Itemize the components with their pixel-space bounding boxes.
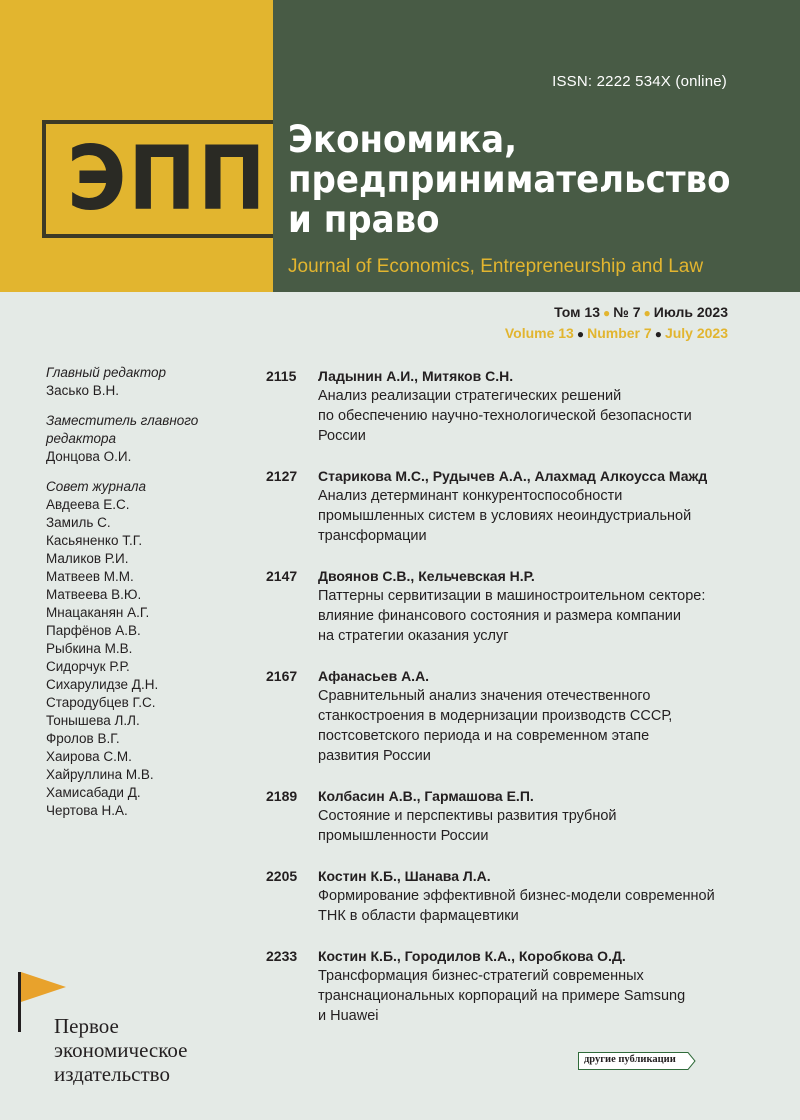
toc-authors: Ладынин А.И., Митяков С.Н. (318, 368, 514, 384)
council-role: Совет журнала (46, 479, 146, 494)
council-member: Фролов В.Г. (46, 731, 120, 746)
toc-authors: Старикова М.С., Рудычев А.А., Алахмад Алкоусса Мажд (318, 468, 708, 484)
council-member: Тонышева Л.Л. (46, 713, 140, 728)
council-list (46, 496, 246, 820)
toc-page-number: 2233 (266, 948, 298, 964)
toc-article-title: Трансформация бизнес-стратегий современных транснациональных корпораций на примере Samsung и Huawei (318, 968, 686, 1024)
toc-entry-body (318, 366, 746, 446)
toc-page-number: 2127 (266, 468, 298, 484)
deputy-block (46, 412, 246, 466)
toc-page-number: 2205 (266, 868, 298, 884)
council-member: Стародубцев Г.С. (46, 695, 156, 710)
council-member: Хайруллина М.В. (46, 767, 154, 782)
council-member: Матвеев М.М. (46, 569, 134, 584)
council-member: Авдеева Е.С. (46, 497, 130, 512)
toc-article-title: Анализ реализации стратегических решений по обеспечению научно-технологической безопасности России (318, 388, 692, 444)
issn-label: ISSN: 2222 534X (online) (552, 73, 727, 90)
separator-dot: ● (654, 327, 662, 341)
journal-subtitle: Journal of Economics, Entrepreneurship and Law (288, 256, 704, 277)
toc-page-number: 2147 (266, 568, 298, 584)
toc-article-title: Паттерны сервитизации в машиностроительном секторе: влияние финансового состояния и размера компании на стратегии оказания услуг (318, 588, 706, 644)
editor-role: Главный редактор (46, 365, 167, 380)
toc-article-title: Сравнительный анализ значения отечественного станкостроения в модернизации производств СССР, постсоветского периода и на современном этапе развития России (318, 688, 673, 764)
issue-volume: Том 13 (554, 304, 600, 320)
editorial-board (46, 364, 246, 832)
deputy-role: Заместитель главного редактора (46, 413, 199, 446)
toc-entry[interactable] (266, 866, 746, 926)
editor-block (46, 364, 246, 400)
council-member: Маликов Р.И. (46, 551, 129, 566)
council-member: Касьяненко Т.Г. (46, 533, 143, 548)
council-member: Замиль С. (46, 515, 111, 530)
toc-entry-body (318, 566, 746, 646)
journal-title: Экономика, предпринимательство и право (288, 118, 731, 241)
issue-info-en (505, 325, 728, 341)
toc-page-number: 2115 (266, 368, 297, 384)
other-publications-button[interactable] (578, 1052, 696, 1070)
table-of-contents (266, 366, 746, 1046)
toc-entry[interactable] (266, 366, 746, 446)
toc-entry-body (318, 866, 746, 926)
toc-authors: Афанасьев А.А. (318, 668, 430, 684)
issue-info-ru (554, 304, 728, 320)
council-member: Матвеева В.Ю. (46, 587, 142, 602)
deputy-name: Донцова О.И. (46, 449, 132, 464)
toc-page-number: 2167 (266, 668, 298, 684)
issue-number: Number 7 (587, 325, 652, 341)
council-member: Сидорчук Р.Р. (46, 659, 130, 674)
journal-logo: ЭПП (67, 127, 268, 230)
toc-entry-body (318, 946, 746, 1026)
separator-dot: ● (576, 327, 585, 341)
toc-entry-body (318, 466, 746, 546)
toc-authors: Костин К.Б., Шанава Л.А. (318, 868, 491, 884)
council-member: Хамисабади Д. (46, 785, 141, 800)
separator-dot: ● (602, 306, 611, 320)
toc-page-number: 2189 (266, 788, 298, 804)
issue-date: July 2023 (664, 325, 728, 341)
other-publications-label: другие публикации (584, 1054, 676, 1065)
issue-date: Июль 2023 (653, 304, 728, 320)
council-member: Сихарулидзе Д.Н. (46, 677, 159, 692)
separator-dot: ● (643, 306, 651, 320)
toc-authors: Колбасин А.В., Гармашова Е.П. (318, 788, 534, 804)
council-member: Чертова Н.А. (46, 803, 128, 818)
council-block (46, 478, 246, 820)
council-member: Хаирова С.М. (46, 749, 132, 764)
council-member: Парфёнов А.В. (46, 623, 141, 638)
toc-entry[interactable] (266, 946, 746, 1026)
toc-entry[interactable] (266, 666, 746, 766)
toc-entry-body (318, 666, 746, 766)
toc-entry[interactable] (266, 786, 746, 846)
toc-entry[interactable] (266, 566, 746, 646)
toc-entry[interactable] (266, 466, 746, 546)
council-member: Рыбкина М.В. (46, 641, 133, 656)
council-member: Мнацаканян А.Г. (46, 605, 150, 620)
toc-article-title: Анализ детерминант конкурентоспособности промышленных систем в условиях неоиндустриальной трансформации (318, 488, 692, 544)
editor-name: Засько В.Н. (46, 383, 120, 398)
issue-number: № 7 (613, 304, 641, 320)
publisher-name: Первое экономическое издательство (54, 1014, 188, 1086)
toc-article-title: Состояние и перспективы развития трубной промышленности России (318, 808, 617, 844)
toc-authors: Костин К.Б., Городилов К.А., Коробкова О.Д. (318, 948, 626, 964)
toc-article-title: Формирование эффективной бизнес-модели современной ТНК в области фармацевтики (318, 888, 715, 924)
issue-volume: Volume 13 (504, 325, 574, 341)
toc-authors: Двоянов С.В., Кельчевская Н.Р. (318, 568, 535, 584)
toc-entry-body (318, 786, 746, 846)
